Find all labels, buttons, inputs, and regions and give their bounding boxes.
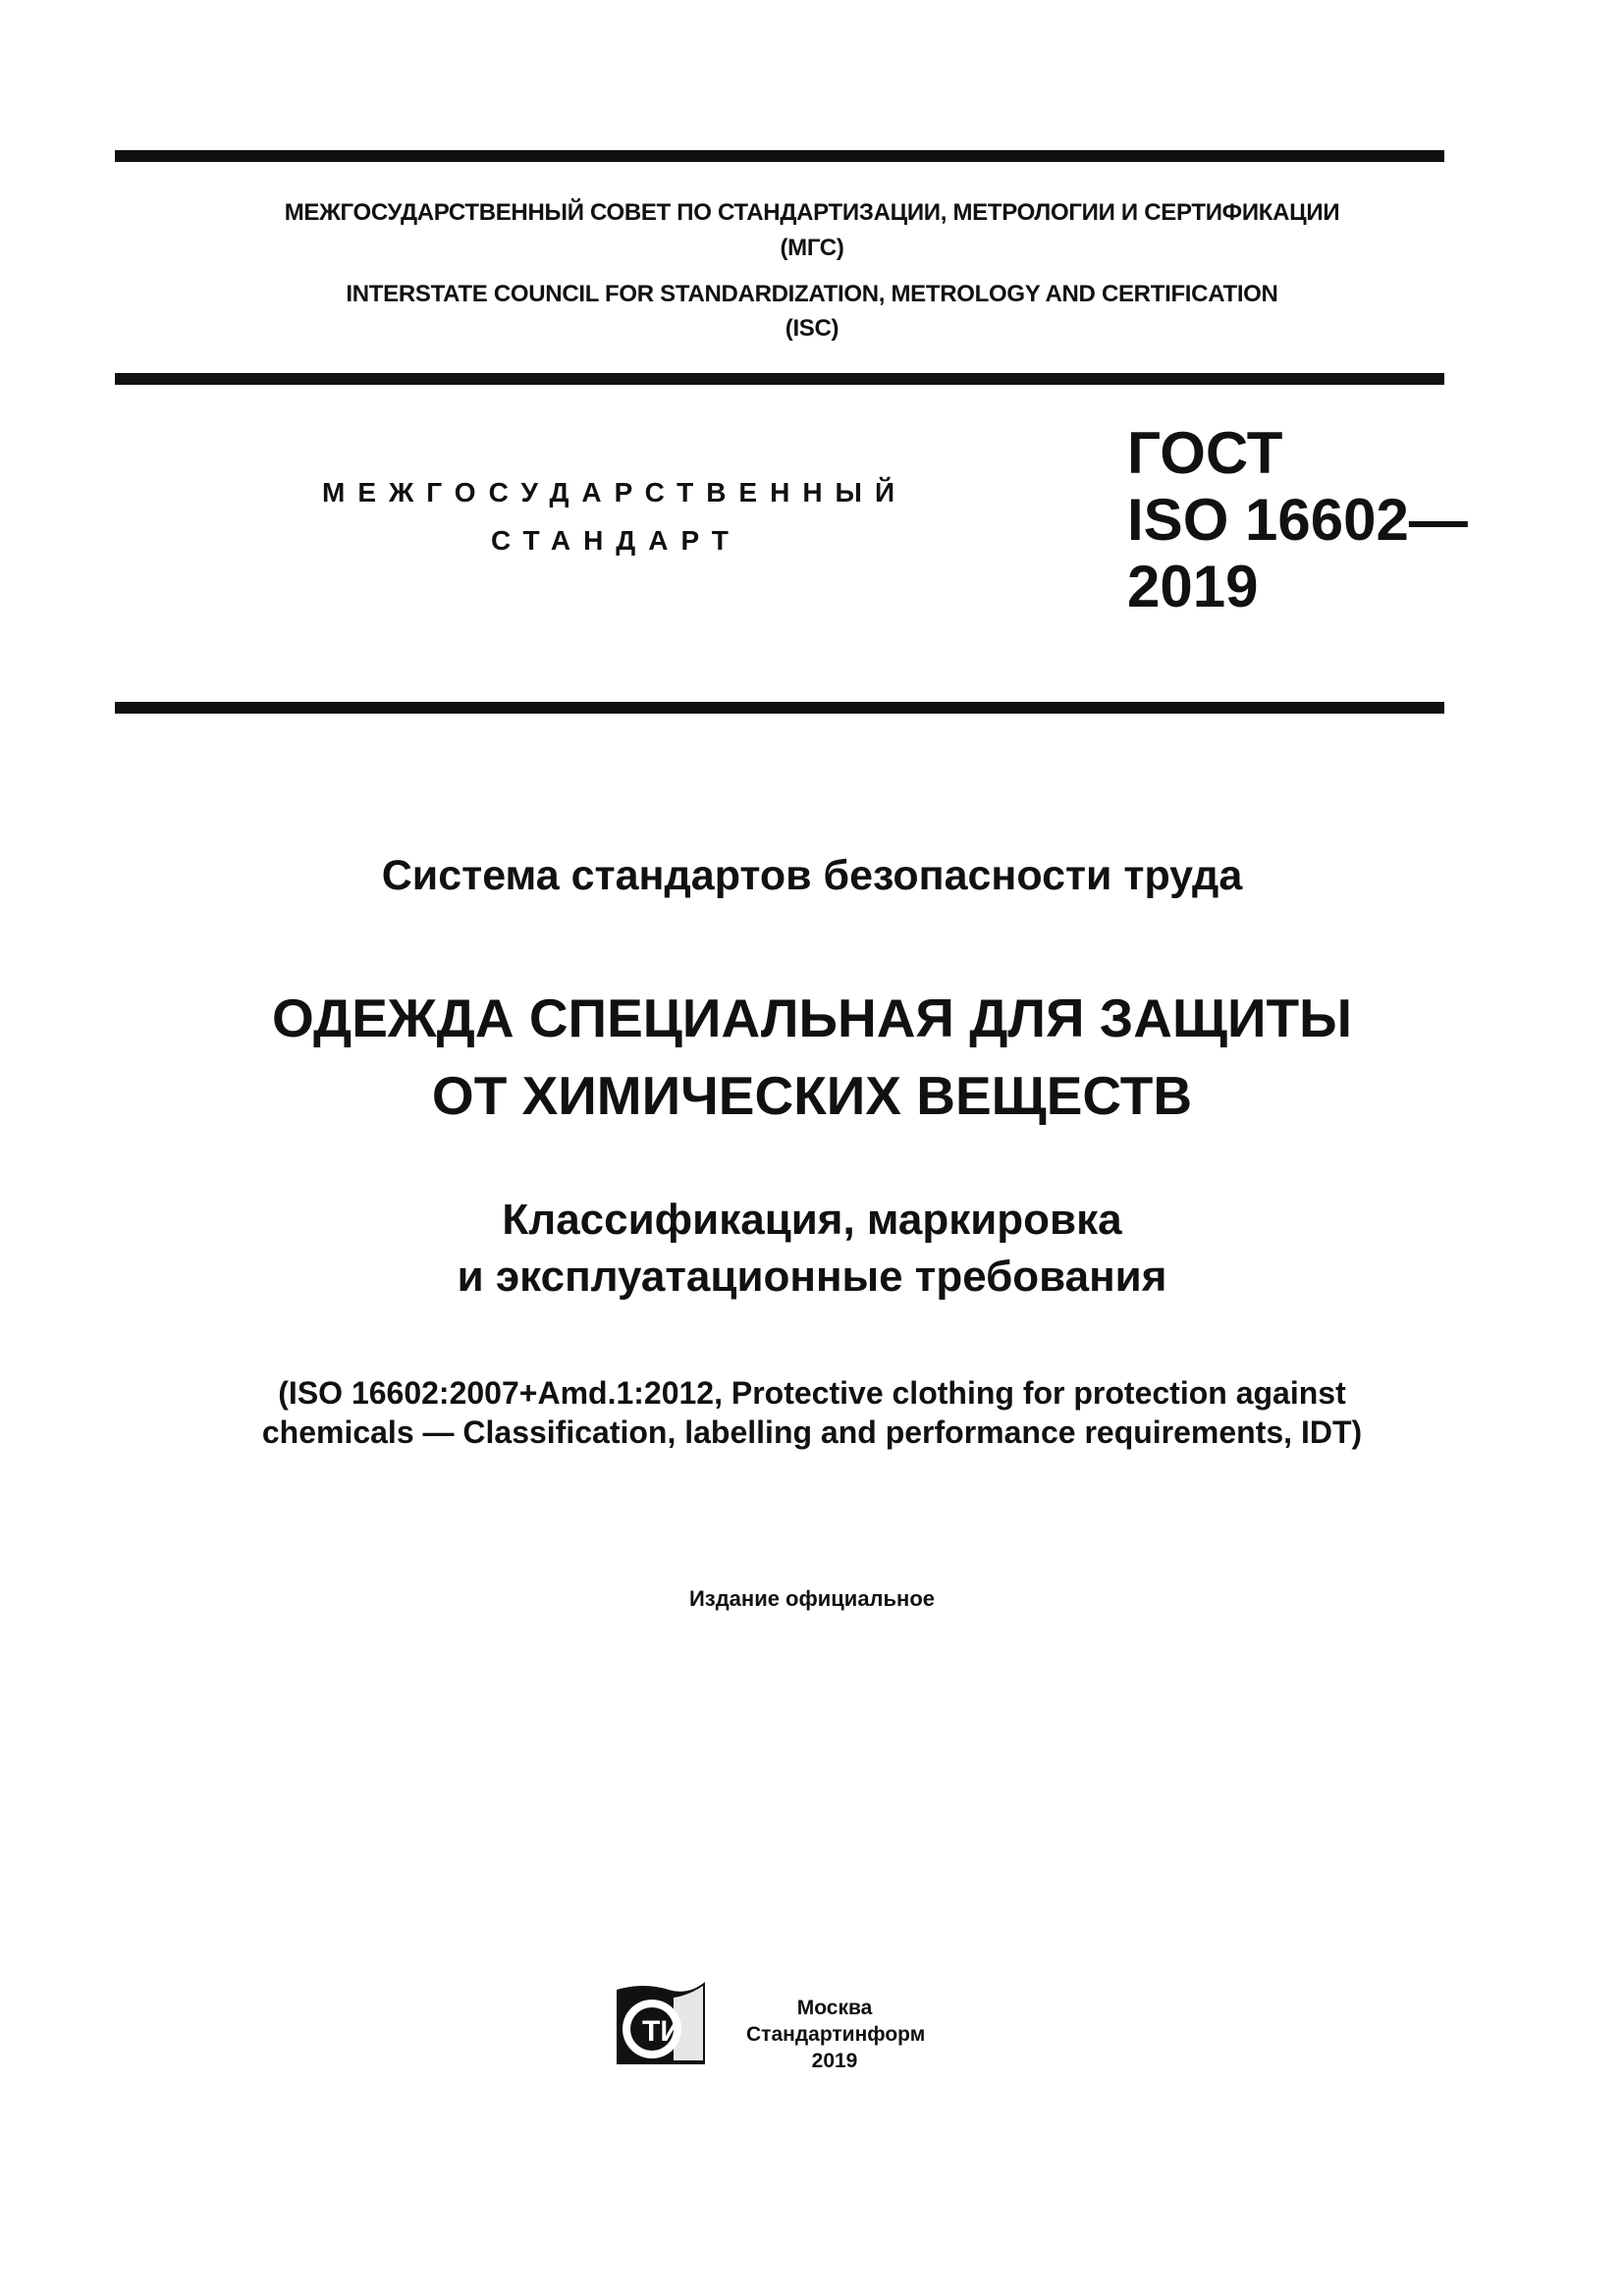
standartinform-logo-icon (615, 1978, 709, 2069)
svg-text:ТИ: ТИ (642, 2015, 681, 2048)
iso-reference-line1: (ISO 16602:2007+Amd.1:2012, Protective clothing for protection against (278, 1375, 1346, 1411)
subtitle-line2: и эксплуатационные требования (457, 1253, 1167, 1301)
council-ru-abbr: (МГС) (780, 235, 844, 261)
council-en-abbr: (ISC) (785, 315, 839, 342)
publisher-name: Стандартинформ (746, 2023, 926, 2046)
lower-rule (115, 702, 1444, 714)
council-en: INTERSTATE COUNCIL FOR STANDARDIZATION, METROLOGY AND CERTIFICATION (346, 281, 1278, 307)
iso-reference-line2: chemicals — Classification, labelling and performance requirements, IDT) (261, 1415, 1363, 1450)
middle-rule (115, 373, 1444, 385)
council-ru: МЕЖГОСУДАРСТВЕННЫЙ СОВЕТ ПО СТАНДАРТИЗАЦИИ, МЕТРОЛОГИИ И СЕРТИФИКАЦИИ (284, 199, 1340, 226)
gost-code-line3: 2019 (1127, 554, 1259, 619)
main-title-line1: ОДЕЖДА СПЕЦИАЛЬНАЯ ДЛЯ ЗАЩИТЫ (272, 988, 1352, 1048)
system-title: Система стандартов безопасности труда (381, 852, 1243, 899)
main-title-line2: ОТ ХИМИЧЕСКИХ ВЕЩЕСТВ (431, 1065, 1193, 1126)
gost-code-line1: ГОСТ (1127, 420, 1283, 486)
standard-type-line2: СТАНДАРТ (491, 525, 741, 556)
subtitle-line1: Классификация, маркировка (502, 1196, 1122, 1244)
standard-type-line1: МЕЖГОСУДАРСТВЕННЫЙ (322, 477, 908, 507)
publisher-year: 2019 (811, 2050, 858, 2072)
publisher-city: Москва (796, 1997, 873, 2019)
top-rule (115, 150, 1444, 162)
gost-code-line2: ISO 16602— (1127, 487, 1468, 553)
official-edition: Издание официальное (688, 1586, 936, 1611)
